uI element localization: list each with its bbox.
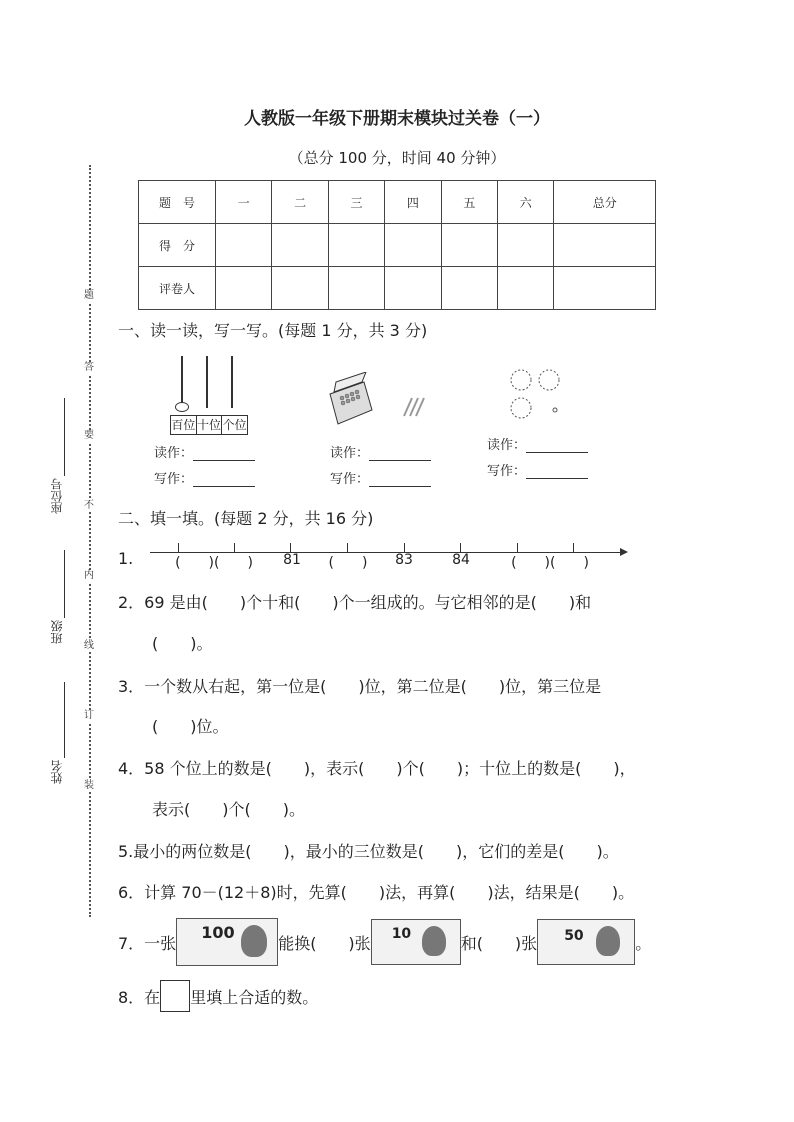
- table-header-cell: 五: [441, 181, 497, 224]
- question-3-cont: ( )位。: [152, 717, 229, 736]
- margin-char: 内: [84, 570, 94, 581]
- question-8: [118, 980, 318, 1012]
- binding-dotted-line: [89, 165, 91, 917]
- number-line-label: ( ): [328, 555, 368, 571]
- number-line-label: ( )( ): [511, 555, 589, 571]
- abacus-label: 十位: [197, 418, 222, 432]
- question-4-cont: 表示( )个( )。: [152, 800, 305, 819]
- table-header-cell: 六: [498, 181, 554, 224]
- seat-number-field[interactable]: [64, 398, 65, 476]
- question-2-cont: ( )。: [152, 634, 213, 653]
- score-cell[interactable]: [441, 267, 497, 310]
- section-heading: 一、读一读，写一写。(每题 1 分，共 3 分): [118, 321, 428, 340]
- read-label: 读作：: [154, 442, 255, 461]
- table-row: [139, 267, 656, 310]
- chalk-box-icon: [324, 372, 434, 434]
- score-cell[interactable]: [328, 224, 384, 267]
- margin-char: 订: [84, 710, 94, 721]
- row-label: 得 分: [139, 224, 216, 267]
- margin-char: 题: [84, 290, 94, 301]
- read-label: 读作：: [330, 442, 431, 461]
- question-6: 6．计算 70－(12＋8)时，先算( )法，再算( )法，结果是( )。: [118, 883, 635, 902]
- table-row: [139, 181, 656, 224]
- table-header-cell: 二: [272, 181, 328, 224]
- question-2: 2．69 是由( )个十和( )个一组成的。与它相邻的是( )和: [118, 593, 592, 612]
- write-label: 写作：: [487, 460, 588, 479]
- q8-text: 8．在: [118, 987, 161, 1007]
- seat-number-label: 座位号: [50, 478, 64, 514]
- abacus-label-row: [170, 415, 248, 435]
- class-field[interactable]: [64, 550, 65, 618]
- score-cell[interactable]: [385, 267, 441, 310]
- score-cell[interactable]: [216, 224, 272, 267]
- score-cell[interactable]: [498, 267, 554, 310]
- page-title: 人教版一年级下册期末模块过关卷（一）: [244, 109, 550, 129]
- table-row: [139, 224, 656, 267]
- margin-char: 线: [84, 640, 94, 651]
- question-7: [118, 918, 651, 966]
- number-line-label: ( )( ): [175, 555, 253, 571]
- read-label: 读作：: [487, 434, 588, 453]
- name-field[interactable]: [64, 682, 65, 758]
- number-line-label: 81: [283, 552, 301, 568]
- answer-box[interactable]: [160, 980, 190, 1012]
- table-header-cell: 三: [328, 181, 384, 224]
- abacus-label: 个位: [222, 418, 247, 432]
- score-cell[interactable]: [385, 224, 441, 267]
- name-label: 姓名: [50, 760, 64, 784]
- number-line-label: 84: [452, 552, 470, 568]
- banknote-100-icon: 100: [176, 918, 278, 966]
- table-header-cell: 题 号: [139, 181, 216, 224]
- bead-groups-icon: [507, 364, 577, 434]
- class-label: 班级: [50, 620, 64, 644]
- section-heading: 二、填一填。(每题 2 分，共 16 分): [118, 509, 374, 528]
- table-header-cell: 总分: [554, 181, 656, 224]
- table-header-cell: 四: [385, 181, 441, 224]
- score-cell[interactable]: [272, 224, 328, 267]
- score-table: [138, 180, 656, 310]
- score-cell[interactable]: [272, 267, 328, 310]
- page-subtitle: （总分 100 分，时间 40 分钟）: [288, 149, 506, 167]
- score-cell[interactable]: [216, 267, 272, 310]
- question-3: 3．一个数从右起，第一位是( )位，第二位是( )位，第三位是: [118, 677, 602, 696]
- score-cell[interactable]: [554, 267, 656, 310]
- q7-text: 能换( )张: [278, 933, 371, 953]
- margin-char: 装: [84, 780, 94, 791]
- write-label: 写作：: [154, 468, 255, 487]
- score-cell[interactable]: [441, 224, 497, 267]
- margin-char: 答: [84, 362, 94, 373]
- row-label: 评卷人: [139, 267, 216, 310]
- table-header-cell: 一: [216, 181, 272, 224]
- q7-text: 7．一张: [118, 933, 177, 953]
- question-4: 4．58 个位上的数是( )，表示( )个( )；十位上的数是( )，: [118, 759, 636, 778]
- score-cell[interactable]: [328, 267, 384, 310]
- number-line-label: 83: [395, 552, 413, 568]
- banknote-50-icon: 50: [537, 919, 635, 965]
- banknote-10-icon: 10: [371, 919, 461, 965]
- score-cell[interactable]: [498, 224, 554, 267]
- q7-text: 和( )张: [460, 933, 538, 953]
- question-number: 1.: [118, 549, 134, 568]
- question-5: 5.最小的两位数是( )，最小的三位数是( )，它们的差是( )。: [118, 842, 619, 861]
- abacus-figure: [170, 356, 248, 436]
- bead: [175, 402, 189, 412]
- abacus-label: 百位: [171, 418, 196, 432]
- margin-char: 要: [84, 430, 94, 441]
- score-cell[interactable]: [554, 224, 656, 267]
- arrow-icon: [620, 548, 628, 556]
- q8-text: 里填上合适的数。: [190, 987, 319, 1007]
- q7-text: 。: [635, 933, 652, 953]
- margin-char: 不: [84, 500, 94, 511]
- write-label: 写作：: [330, 468, 431, 487]
